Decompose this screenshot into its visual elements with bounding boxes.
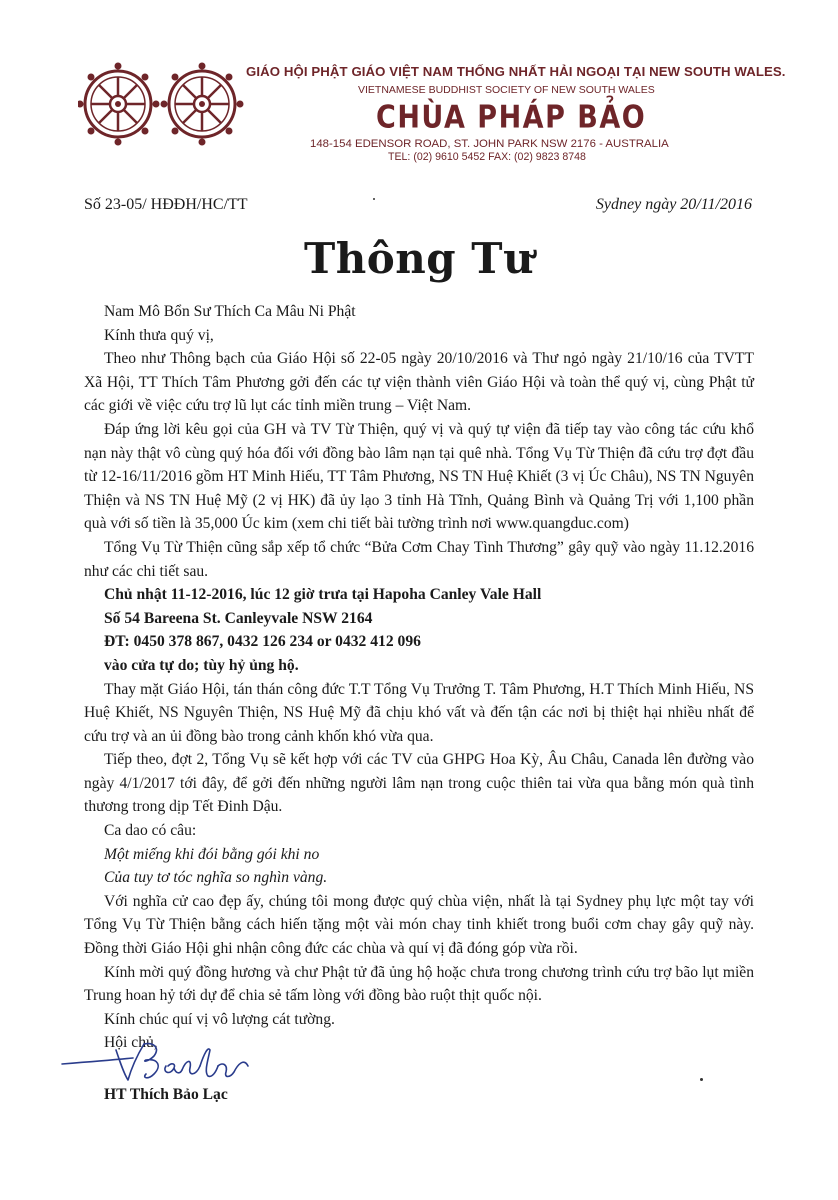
dharma-wheel-icon [78,62,244,146]
letterhead [246,64,786,163]
paragraph: Tổng Vụ Từ Thiện cũng sắp xếp tổ chức “Bửa Cơm Chay Tình Thương” gây quỹ vào ngày 11.12.2016 như các chi tiết sau. [84,538,754,580]
temple-phone: TEL: (02) 9610 5452 FAX: (02) 9823 8748 [388,151,586,163]
letter-body [84,300,754,1055]
document-date: Sydney ngày 20/11/2016 [595,196,752,213]
paragraph: Thay mặt Giáo Hội, tán thán công đức T.T Tổng Vụ Trưởng T. Tâm Phương, H.T Thích Minh Hiếu, NS Huệ Khiết, NS Nguyên Thiện, NS Huệ Mỹ đã chịu khó vất và đến tận các nơi bị thiệt hại nhiều nhất để cứu trợ và an ủi đồng bào trong cảnh khốn khó vừa qua. [84,680,754,745]
event-admission: vào cửa tự do; tùy hỷ ủng hộ. [104,656,299,674]
temple-name: CHÙA PHÁP BẢO [376,100,647,136]
org-name-en: VIETNAMESE BUDDHIST SOCIETY OF NEW SOUTH WALES [358,84,655,96]
paragraph: Kính mời quý đồng hương và chư Phật tử đã ủng hộ hoặc chưa trong chương trình cứu trợ bão lụt miền Trung hoan hỷ tới dự để chia sẻ tấm lòng với đồng bào ruột thịt quốc nội. [84,963,754,1005]
salutation: Kính thưa quý vị, [104,326,214,344]
scan-speck [373,198,375,200]
scan-speck [700,1078,703,1081]
proverb-line: Của tuy tơ tóc nghĩa so nghìn vàng. [104,869,328,887]
paragraph: Tiếp theo, đợt 2, Tổng Vụ sẽ kết hợp với các TV của GHPG Hoa Kỳ, Âu Châu, Canada lên đường vào ngày 4/1/2017 tới đây, để gởi đến những người lâm nạn trong cuộc thiên tai vừa qua bằng món quà tình thương trong dịp Tết Đinh Dậu. [84,751,754,816]
proverb-line: Một miếng khi đói bằng gói khi no [104,845,320,863]
salutation-greeting: Nam Mô Bổn Sư Thích Ca Mâu Ni Phật [104,303,356,320]
paragraph: Với nghĩa cử cao đẹp ấy, chúng tôi mong được quý chùa viện, nhất là tại Sydney phụ lực một tay với Tổng Vụ Từ Thiện bằng cách hiến tặng một vài món chay tinh khiết trong buổi cơm chay gây quỹ này. Đồng thời Giáo Hội ghi nhận công đức các chùa và quí vị đã đóng góp vừa rồi. [84,892,754,958]
closing-title: Hội chủ, [104,1034,158,1052]
event-time: Chủ nhật 11-12-2016, lúc 12 giờ trưa tại Hapoha Canley Vale Hall [104,586,542,604]
temple-address: 148-154 EDENSOR ROAD, ST. JOHN PARK NSW 2176 - AUSTRALIA [310,138,669,150]
event-address: Số 54 Bareena St. Canleyvale NSW 2164 [104,609,373,627]
event-phone: ĐT: 0450 378 867, 0432 126 234 or 0432 412 096 [104,633,421,651]
paragraph: Đáp ứng lời kêu gọi của GH và TV Từ Thiện, quý vị và quý tự viện đã tiếp tay vào công tác cứu khổ nạn này thật vô cùng quý hóa đối với đồng bào lâm nạn tại quê nhà. Tổng Vụ Từ Thiện đã cứu trợ đợt đầu từ 12-16/11/2016 gồm HT Minh Hiếu, TT Tâm Phương, NS TN Huệ Khiết (3 vị Úc Châu), NS TN Nguyên Thiện và NS TN Huệ Mỹ (2 vị HK) đã ủy lạo 3 tỉnh Hà Tĩnh, Quảng Bình và Quảng Trị với 1,100 phần quà với số tiền là 35,000 Úc kim (xem chi tiết bài tường trình nơi www.quangduc.com) [84,420,754,533]
signature [58,1036,268,1090]
signer-name: HT Thích Bảo Lạc [104,1086,228,1103]
closing-wish: Kính chúc quí vị vô lượng cát tường. [104,1010,335,1028]
proverb-intro: Ca dao có câu: [104,822,197,840]
paragraph: Theo như Thông bạch của Giáo Hội số 22-05 ngày 20/10/2016 và Thư ngỏ ngày 21/10/16 của TVTT Xã Hội, TT Thích Tâm Phương gởi đến các tự viện thành viên Giáo Hội và toàn thể quý vị, cùng Phật tử các giới về việc cứu trợ lũ lụt các tỉnh miền trung – Việt Nam. [84,350,754,415]
page-title: Thông Tư [303,234,535,283]
org-name-vn: GIÁO HỘI PHẬT GIÁO VIỆT NAM THỐNG NHẤT HẢI NGOẠI TẠI NEW SOUTH WALES. [246,64,786,79]
reference-number: Số 23-05/ HĐĐH/HC/TT [84,196,248,213]
